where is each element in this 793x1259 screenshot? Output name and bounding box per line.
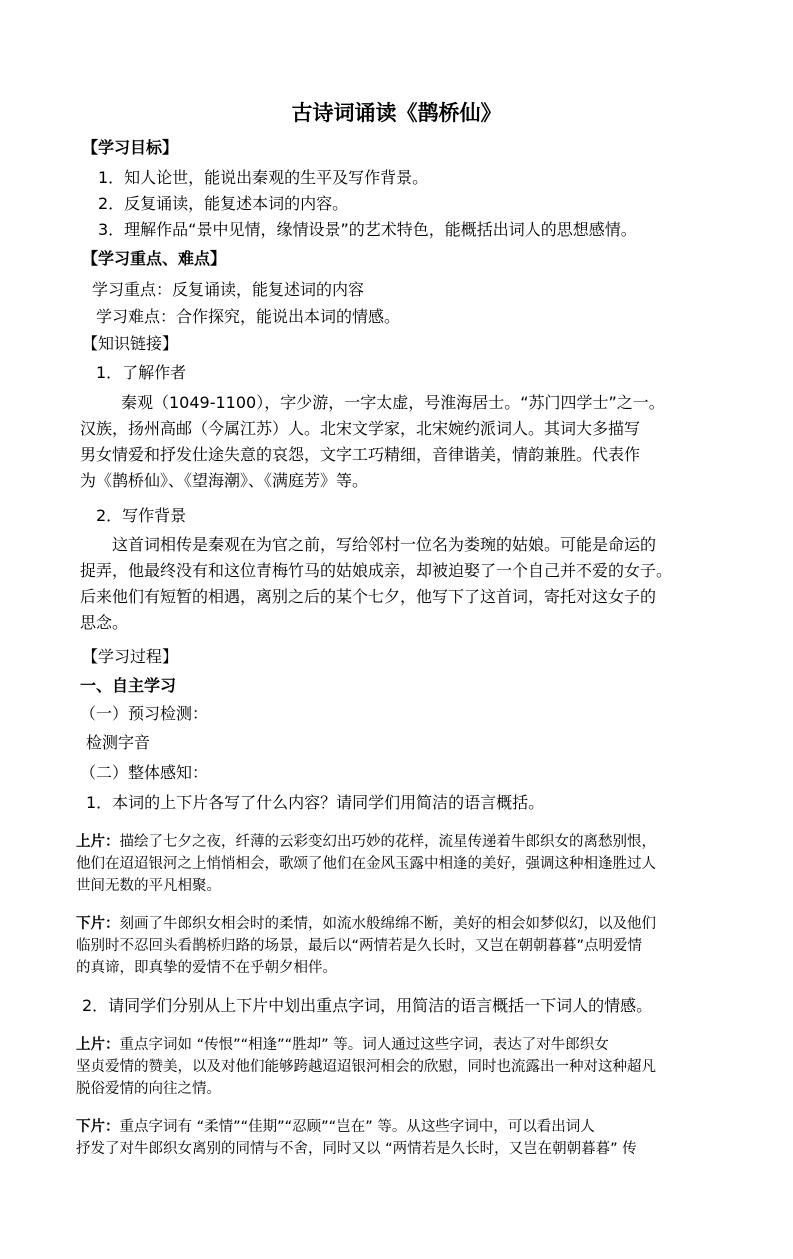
pronounce-label: 检测字音 (86, 733, 151, 752)
goals-heading: 【学习目标】 (82, 138, 179, 157)
answer-label: 上片： (76, 834, 120, 850)
author-line: 秦观（1049-1100），字少游，一字太虚，号淮海居士。“苏门四学士”之一。 (121, 393, 665, 412)
preview-heading: （一）预习检测： (80, 704, 209, 723)
goal-item: 1．知人论世，能说出秦观的生平及写作背景。 (98, 168, 429, 187)
author-line: 男女情爱和抒发仕途失意的哀怨，文字工巧精细，音律谐美，情韵兼胜。代表作 (80, 445, 641, 464)
answer-label: 下片： (76, 1119, 120, 1135)
key-points: 学习重点：反复诵读，能复述词的内容 (92, 280, 365, 299)
answer-1-lower-line: 下片：刻画了牛郎织女相会时的柔情，如流水般绵绵不断，美好的相会如梦似幻，以及他们 (76, 916, 656, 932)
answer-2-upper-line: 上片：重点字词如 “传恨”“相逢”“胜却” 等。词人通过这些字词，表达了对牛郎织女 (76, 1037, 609, 1053)
answer-2-upper-line: 坚贞爱情的赞美，以及对他们能够跨越迢迢银河相会的欣慰，同时也流露出一种对这种超凡 (76, 1059, 656, 1075)
answer-1-upper-line: 他们在迢迢银河之上悄悄相会，歌颂了他们在金风玉露中相逢的美好，强调这种相逢胜过人 (76, 856, 656, 872)
answer-1-lower-line: 的真谛，即真挚的爱情不在乎朝夕相伴。 (76, 960, 337, 976)
goal-item: 3．理解作品“景中见情，缘情设景”的艺术特色，能概括出词人的思想感情。 (98, 220, 637, 239)
overall-heading: （二）整体感知： (80, 763, 209, 782)
answer-label: 下片： (76, 916, 120, 932)
background-line: 捉弄，他最终没有和这位青梅竹马的姑娘成亲，却被迫娶了一个自己并不爱的女子。 (80, 561, 673, 580)
process-heading: 【学习过程】 (82, 647, 179, 666)
author-line: 为《鹊桥仙》、《望海潮》、《满庭芳》等。 (80, 471, 369, 490)
background-line: 后来他们有短暂的相遇，离别之后的某个七夕，他写下了这首词，寄托对这女子的 (80, 587, 657, 606)
background-line: 思念。 (80, 613, 129, 632)
self-study-heading: 一、自主学习 (80, 676, 177, 695)
background-line: 这首词相传是秦观在为官之前，写给邻村一位名为娄琬的姑娘。可能是命运的 (112, 535, 657, 554)
answer-2-lower-line: 抒发了对牛郎织女离别的同情与不舍，同时又以 “两情若是久长时，又岂在朝朝暮暮” 传 (76, 1141, 637, 1157)
goal-item: 2．反复诵读，能复述本词的内容。 (98, 194, 349, 213)
difficulties: 学习难点：合作探究，能说出本词的情感。 (96, 307, 401, 326)
link-heading: 【知识链接】 (82, 334, 179, 353)
background-heading: 2．写作背景 (96, 506, 187, 525)
answer-2-lower-line: 下片：重点字词有 “柔情”“佳期”“忍顾”“岂在” 等。从这些字词中，可以看出词人 (76, 1119, 595, 1135)
question-2: 2．请同学们分别从上下片中划出重点字词，用简洁的语言概括一下词人的情感。 (82, 996, 653, 1015)
answer-1-lower-line: 临别时不忍回头看鹊桥归路的场景，最后以“两情若是久长时，又岂在朝朝暮暮”点明爱情 (76, 938, 643, 954)
question-1: 1．本词的上下片各写了什么内容？请同学们用简洁的语言概括。 (86, 793, 545, 812)
answer-1-upper-line: 上片：描绘了七夕之夜，纤薄的云彩变幻出巧妙的花样，流星传递着牛郎织女的离愁别恨， (76, 834, 656, 850)
answer-1-upper-line: 世间无数的平凡相聚。 (76, 878, 221, 894)
answer-label: 上片： (76, 1037, 120, 1053)
page-title: 古诗词诵读《鹊桥仙》 (291, 101, 502, 125)
author-heading: 1．了解作者 (96, 363, 187, 382)
answer-2-upper-line: 脱俗爱情的向往之情。 (76, 1081, 221, 1097)
key-heading: 【学习重点、难点】 (82, 249, 227, 268)
author-line: 汉族，扬州高邮（今属江苏）人。北宋文学家，北宋婉约派词人。其词大多描写 (80, 419, 641, 438)
